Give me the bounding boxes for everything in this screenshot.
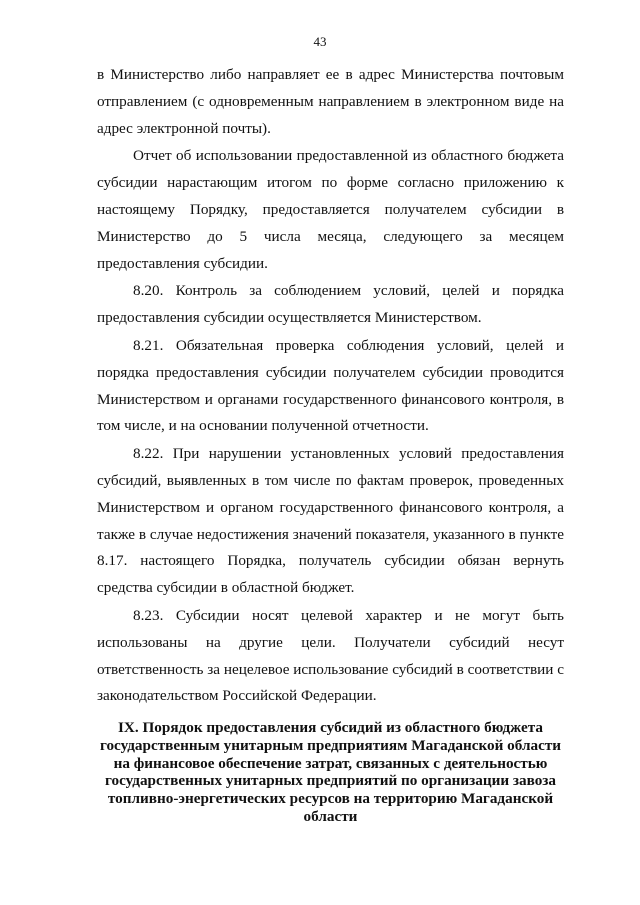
document-body: [97, 62, 564, 710]
paragraph-8-21: 8.21. Обязательная проверка соблюдения условий, целей и порядка предоставления субсидии получателем субсидии проводится Министерством и органами государственного финансового контроля, в том числе, и на основании полученной отчетности.: [97, 336, 564, 435]
paragraph-continuation: в Министерство либо направляет ее в адрес Министерства почтовым отправлением (с одновременным направлением в электронном виде на адрес электронной почты).: [97, 66, 564, 137]
section-heading: IX. Порядок предоставления субсидий из областного бюджета государственным унитарным предприятиям Магаданской области на финансовое обеспечение затрат, связанных с деятельностью государственных унитарных предприятий по организации завоза топливно-энергетических ресурсов на территорию Магаданской области: [99, 719, 562, 825]
page-number: 43: [313, 34, 327, 49]
paragraph-report: Отчет об использовании предоставленной из областного бюджета субсидии нарастающим итогом по форме согласно приложению к настоящему Порядку, предоставляется получателем субсидии в Министерство до 5 числа месяца, следующего за месяцем предоставления субсидии.: [97, 147, 564, 272]
paragraph-8-20: 8.20. Контроль за соблюдением условий, целей и порядка предоставления субсидии осуществляется Министерством.: [97, 282, 564, 327]
paragraph-8-22: 8.22. При нарушении установленных условий предоставления субсидий, выявленных в том числе по фактам проверок, проведенных Министерством и органом государственного финансового контроля, а также в случае недостижения значений показателя, указанного в пункте 8.17. настоящего Порядка, получатель субсидии обязан вернуть средства субсидии в областной бюджет.: [97, 445, 564, 597]
paragraph-8-23: 8.23. Субсидии носят целевой характер и не могут быть использованы на другие цели. Получатели субсидий несут ответственность за нецелевое использование субсидий в соответствии с законодательством Российской Федерации.: [97, 606, 564, 705]
